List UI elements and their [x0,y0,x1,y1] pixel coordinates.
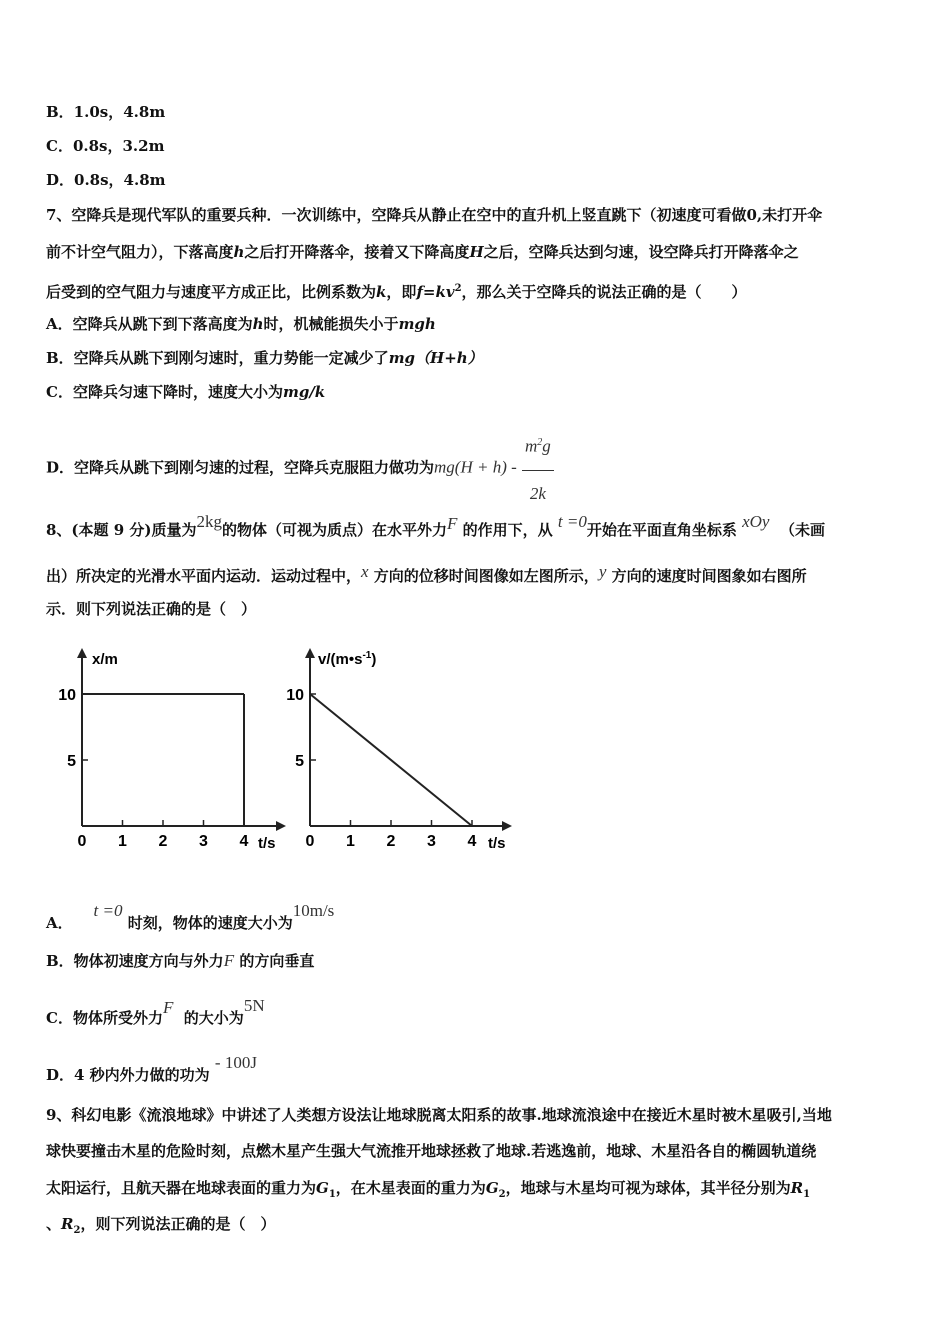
x-tick-label: 4 [239,833,249,850]
q8-option-c: C．物体所受外力F 的大小为5N [46,996,265,1027]
option-c: C．0.8s，3.2m [46,137,165,155]
q9-line-4: 、$R_2$，则下列说法正确的是（ ） [46,1215,276,1236]
x-tick-label: 1 [346,833,355,850]
x-tick-label: 3 [199,833,208,850]
v-axis-ylabel: $v/(m•s^{-1})$ [318,650,377,668]
v-axis-xlabel: t/s [488,835,506,852]
x-tick-label: 0 [77,833,87,850]
y-tick-label: 5 [67,753,76,770]
option-d: D．0.8s，4.8m [46,171,166,189]
x-tick-label: 2 [158,833,168,850]
q7-line-3: 后受到的空气阻力与速度平方成正比，比例系数为k，即$f=kv^2$，那么关于空降兵的说法正确的是（ ） [46,283,747,301]
q8-option-b: B．物体初速度方向与外力F 的方向垂直 [46,951,315,970]
q7-line-1: 7、空降兵是现代军队的重要兵种．一次训练中，空降兵从静止在空中的直升机上竖直跳下（初速度可看做0,未打开伞 [46,206,823,224]
fraction: $\frac{m^2g}{2k}$ [522,420,554,517]
x-tick-label: 3 [427,833,436,850]
q7-option-c: C．空降兵匀速下降时，速度大小为mg/k [46,383,326,401]
q8-line-3: 示．则下列说法正确的是（ ） [46,600,257,618]
velocity-time-graph [286,648,512,852]
q7-option-a: A．空降兵从跳下到下落高度为h时，机械能损失小于mgh [46,315,436,333]
q9-line-1: 9、科幻电影《流浪地球》中讲述了人类想方设法让地球脱离太阳系的故事.地球流浪途中在接近木星时被木星吸引,当地 [46,1106,832,1124]
option-b: B．1.0s，4.8m [46,103,166,121]
displacement-time-graph [58,648,286,852]
y-tick-label: 10 [286,687,304,704]
q7-option-d: D．空降兵从跳下到刚匀速的过程，空降兵克服阻力做功为mg(H + h) - $\frac{m^2g}{2k}$ [46,420,554,517]
x-tick-label: 4 [467,833,477,850]
x-tick-label: 2 [386,833,396,850]
x-tick-label: 1 [118,833,127,850]
x-axis-xlabel: t/s [258,835,276,852]
q8-option-d: D．4 秒内外力做的功为 - 100J [46,1053,257,1084]
q8-line-1: 8、(本题 9 分)质量为2kg的物体（可视为质点）在水平外力F 的作用下，从 t =0开始在平面直角坐标系 xOy （未画 [46,512,825,539]
q9-line-2: 球快要撞击木星的危险时刻，点燃木星产生强大气流推开地球拯救了地球.若逃逸前，地球、木星沿各自的椭圆轨道绕 [46,1142,817,1160]
x-axis-ylabel: x/m [92,651,118,668]
q7-line-2: 前不计空气阻力），下落高度h之后打开降落伞，接着又下降高度H之后，空降兵达到匀速，设空降兵打开降落伞之 [46,243,799,261]
x-tick-label: 0 [305,833,315,850]
q8-graphs [46,640,516,852]
q8-line-2: 出）所决定的光滑水平面内运动．运动过程中，x 方向的位移时间图像如左图所示，y 方向的速度时间图象如右图所 [46,562,807,585]
series-line [310,694,472,826]
y-tick-label: 10 [58,687,76,704]
y-tick-label: 5 [295,753,304,770]
q8-option-a: A． t =0 时刻，物体的速度大小为10m/s [46,901,335,932]
q9-line-3: 太阳运行，且航天器在地球表面的重力为$G_1$，在木星表面的重力为$G_2$，地球与木星均可视为球体，其半径分别为$R_1$ [46,1179,811,1200]
q7-option-b: B．空降兵从跳下到刚匀速时，重力势能一定减少了mg（H+h） [46,349,483,367]
